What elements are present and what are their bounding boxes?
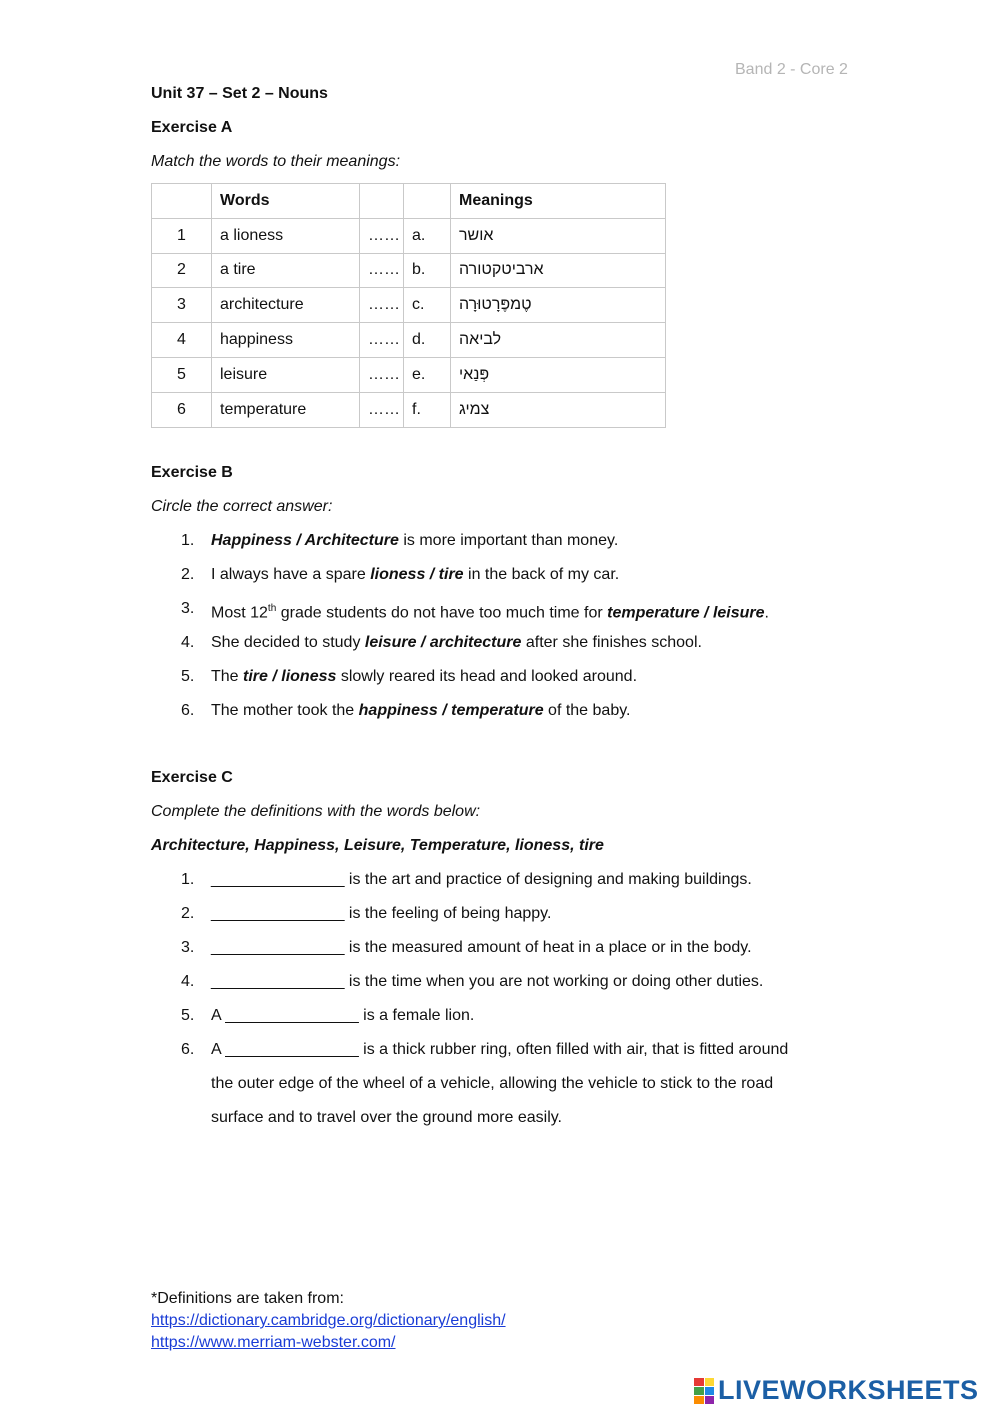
liveworksheets-logo	[694, 1375, 979, 1406]
item-text: in the back of my car.	[463, 566, 620, 583]
row-letter: d.	[404, 323, 451, 358]
item-text: She decided to study	[211, 634, 365, 651]
answer-blank[interactable]: ……	[360, 323, 404, 358]
merriam-webster-link[interactable]: https://www.merriam-webster.com/	[151, 1334, 396, 1351]
answer-blank[interactable]: ……	[360, 253, 404, 288]
band-label: Band 2 - Core 2	[735, 61, 848, 78]
item-text: grade students do not have too much time for	[276, 604, 608, 622]
liveworksheets-logo-icon	[694, 1378, 714, 1404]
word-bank: Architecture, Happiness, Leisure, Temperature, lioness, tire	[151, 837, 604, 854]
footer-sources	[151, 1288, 506, 1354]
row-meaning: לביאה	[451, 323, 666, 358]
matching-table	[151, 183, 666, 428]
definition-text[interactable]: _______________ is the time when you are not working or doing other duties.	[211, 973, 764, 990]
page-title: Unit 37 – Set 2 – Nouns	[151, 85, 328, 102]
item-number: 2.	[181, 905, 195, 922]
row-number: 4	[152, 323, 212, 358]
definition-continuation: surface and to travel over the ground more easily.	[211, 1109, 562, 1126]
row-meaning: ארביטקטורה	[451, 253, 666, 288]
row-letter: f.	[404, 392, 451, 427]
item-number: 6.	[181, 1041, 195, 1058]
definition-text[interactable]: _______________ is the feeling of being happy.	[211, 905, 552, 922]
item-number: 4.	[181, 634, 195, 651]
exercise-b-heading: Exercise B	[151, 464, 233, 481]
answer-blank[interactable]: ……	[360, 392, 404, 427]
exercise-b-instruction: Circle the correct answer:	[151, 498, 333, 515]
row-word: temperature	[212, 392, 360, 427]
answer-blank[interactable]: ……	[360, 288, 404, 323]
row-letter: a.	[404, 218, 451, 253]
cambridge-link[interactable]: https://dictionary.cambridge.org/dictionary/english/	[151, 1312, 506, 1329]
table-row	[152, 218, 666, 253]
answer-choice[interactable]: temperature / leisure	[607, 604, 765, 622]
header-num-cell	[152, 184, 212, 219]
item-number: 4.	[181, 973, 195, 990]
row-number: 5	[152, 357, 212, 392]
item-text: .	[764, 604, 769, 622]
row-meaning: טֶמפֶּרָטוּרָה	[451, 288, 666, 323]
exercise-c-heading: Exercise C	[151, 769, 233, 786]
item-number: 5.	[181, 668, 195, 685]
row-word: architecture	[212, 288, 360, 323]
row-word: a lioness	[212, 218, 360, 253]
item-text: after she finishes school.	[521, 634, 702, 651]
item-number: 6.	[181, 702, 195, 719]
header-dots-cell	[360, 184, 404, 219]
exercise-a-heading: Exercise A	[151, 119, 233, 136]
row-number: 1	[152, 218, 212, 253]
table-row	[152, 357, 666, 392]
row-meaning: פְּנַאי	[451, 357, 666, 392]
item-text: I always have a spare	[211, 566, 371, 583]
answer-blank[interactable]: ……	[360, 218, 404, 253]
table-row	[152, 253, 666, 288]
item-number: 5.	[181, 1007, 195, 1024]
answer-choice[interactable]: Happiness / Architecture	[211, 532, 399, 549]
definition-text[interactable]: A _______________ is a female lion.	[211, 1007, 475, 1024]
table-row	[152, 288, 666, 323]
row-word: happiness	[212, 323, 360, 358]
header-letter-cell	[404, 184, 451, 219]
item-number: 3.	[181, 600, 195, 617]
definition-continuation: the outer edge of the wheel of a vehicle, allowing the vehicle to stick to the road	[211, 1075, 774, 1092]
answer-choice[interactable]: happiness / temperature	[358, 702, 544, 719]
item-number: 1.	[181, 532, 195, 549]
table-header-row	[152, 184, 666, 219]
row-number: 3	[152, 288, 212, 323]
item-text: is more important than money.	[398, 532, 619, 549]
footer-note: *Definitions are taken from:	[151, 1290, 344, 1307]
item-text: The mother took the	[211, 702, 359, 719]
item-text: of the baby.	[543, 702, 631, 719]
row-letter: b.	[404, 253, 451, 288]
item-text: slowly reared its head and looked around.	[336, 668, 638, 685]
liveworksheets-logo-text: LIVEWORKSHEETS	[718, 1375, 979, 1405]
table-row	[152, 323, 666, 358]
answer-choice[interactable]: lioness / tire	[370, 566, 464, 583]
item-text: Most 12	[211, 604, 268, 622]
row-meaning: אושר	[451, 218, 666, 253]
item-number: 3.	[181, 939, 195, 956]
item-number: 1.	[181, 871, 195, 888]
row-meaning: צמיג	[451, 392, 666, 427]
item-text: The	[211, 668, 244, 685]
row-word: leisure	[212, 357, 360, 392]
row-number: 6	[152, 392, 212, 427]
definition-text[interactable]: A _______________ is a thick rubber ring, often filled with air, that is fitted around	[211, 1041, 789, 1058]
definition-text[interactable]: _______________ is the art and practice of designing and making buildings.	[211, 871, 752, 888]
answer-blank[interactable]: ……	[360, 357, 404, 392]
exercise-c-instruction: Complete the definitions with the words below:	[151, 803, 481, 820]
definition-text[interactable]: _______________ is the measured amount of heat in a place or in the body.	[211, 939, 752, 956]
table-row	[152, 392, 666, 427]
item-number: 2.	[181, 566, 195, 583]
answer-choice[interactable]: tire / lioness	[243, 668, 337, 685]
header-meanings-cell: Meanings	[451, 184, 666, 219]
row-letter: e.	[404, 357, 451, 392]
answer-choice[interactable]: leisure / architecture	[364, 634, 522, 651]
header-words-cell: Words	[212, 184, 360, 219]
superscript: th	[267, 603, 277, 614]
row-number: 2	[152, 253, 212, 288]
row-word: a tire	[212, 253, 360, 288]
row-letter: c.	[404, 288, 451, 323]
exercise-a-instruction: Match the words to their meanings:	[151, 153, 401, 170]
